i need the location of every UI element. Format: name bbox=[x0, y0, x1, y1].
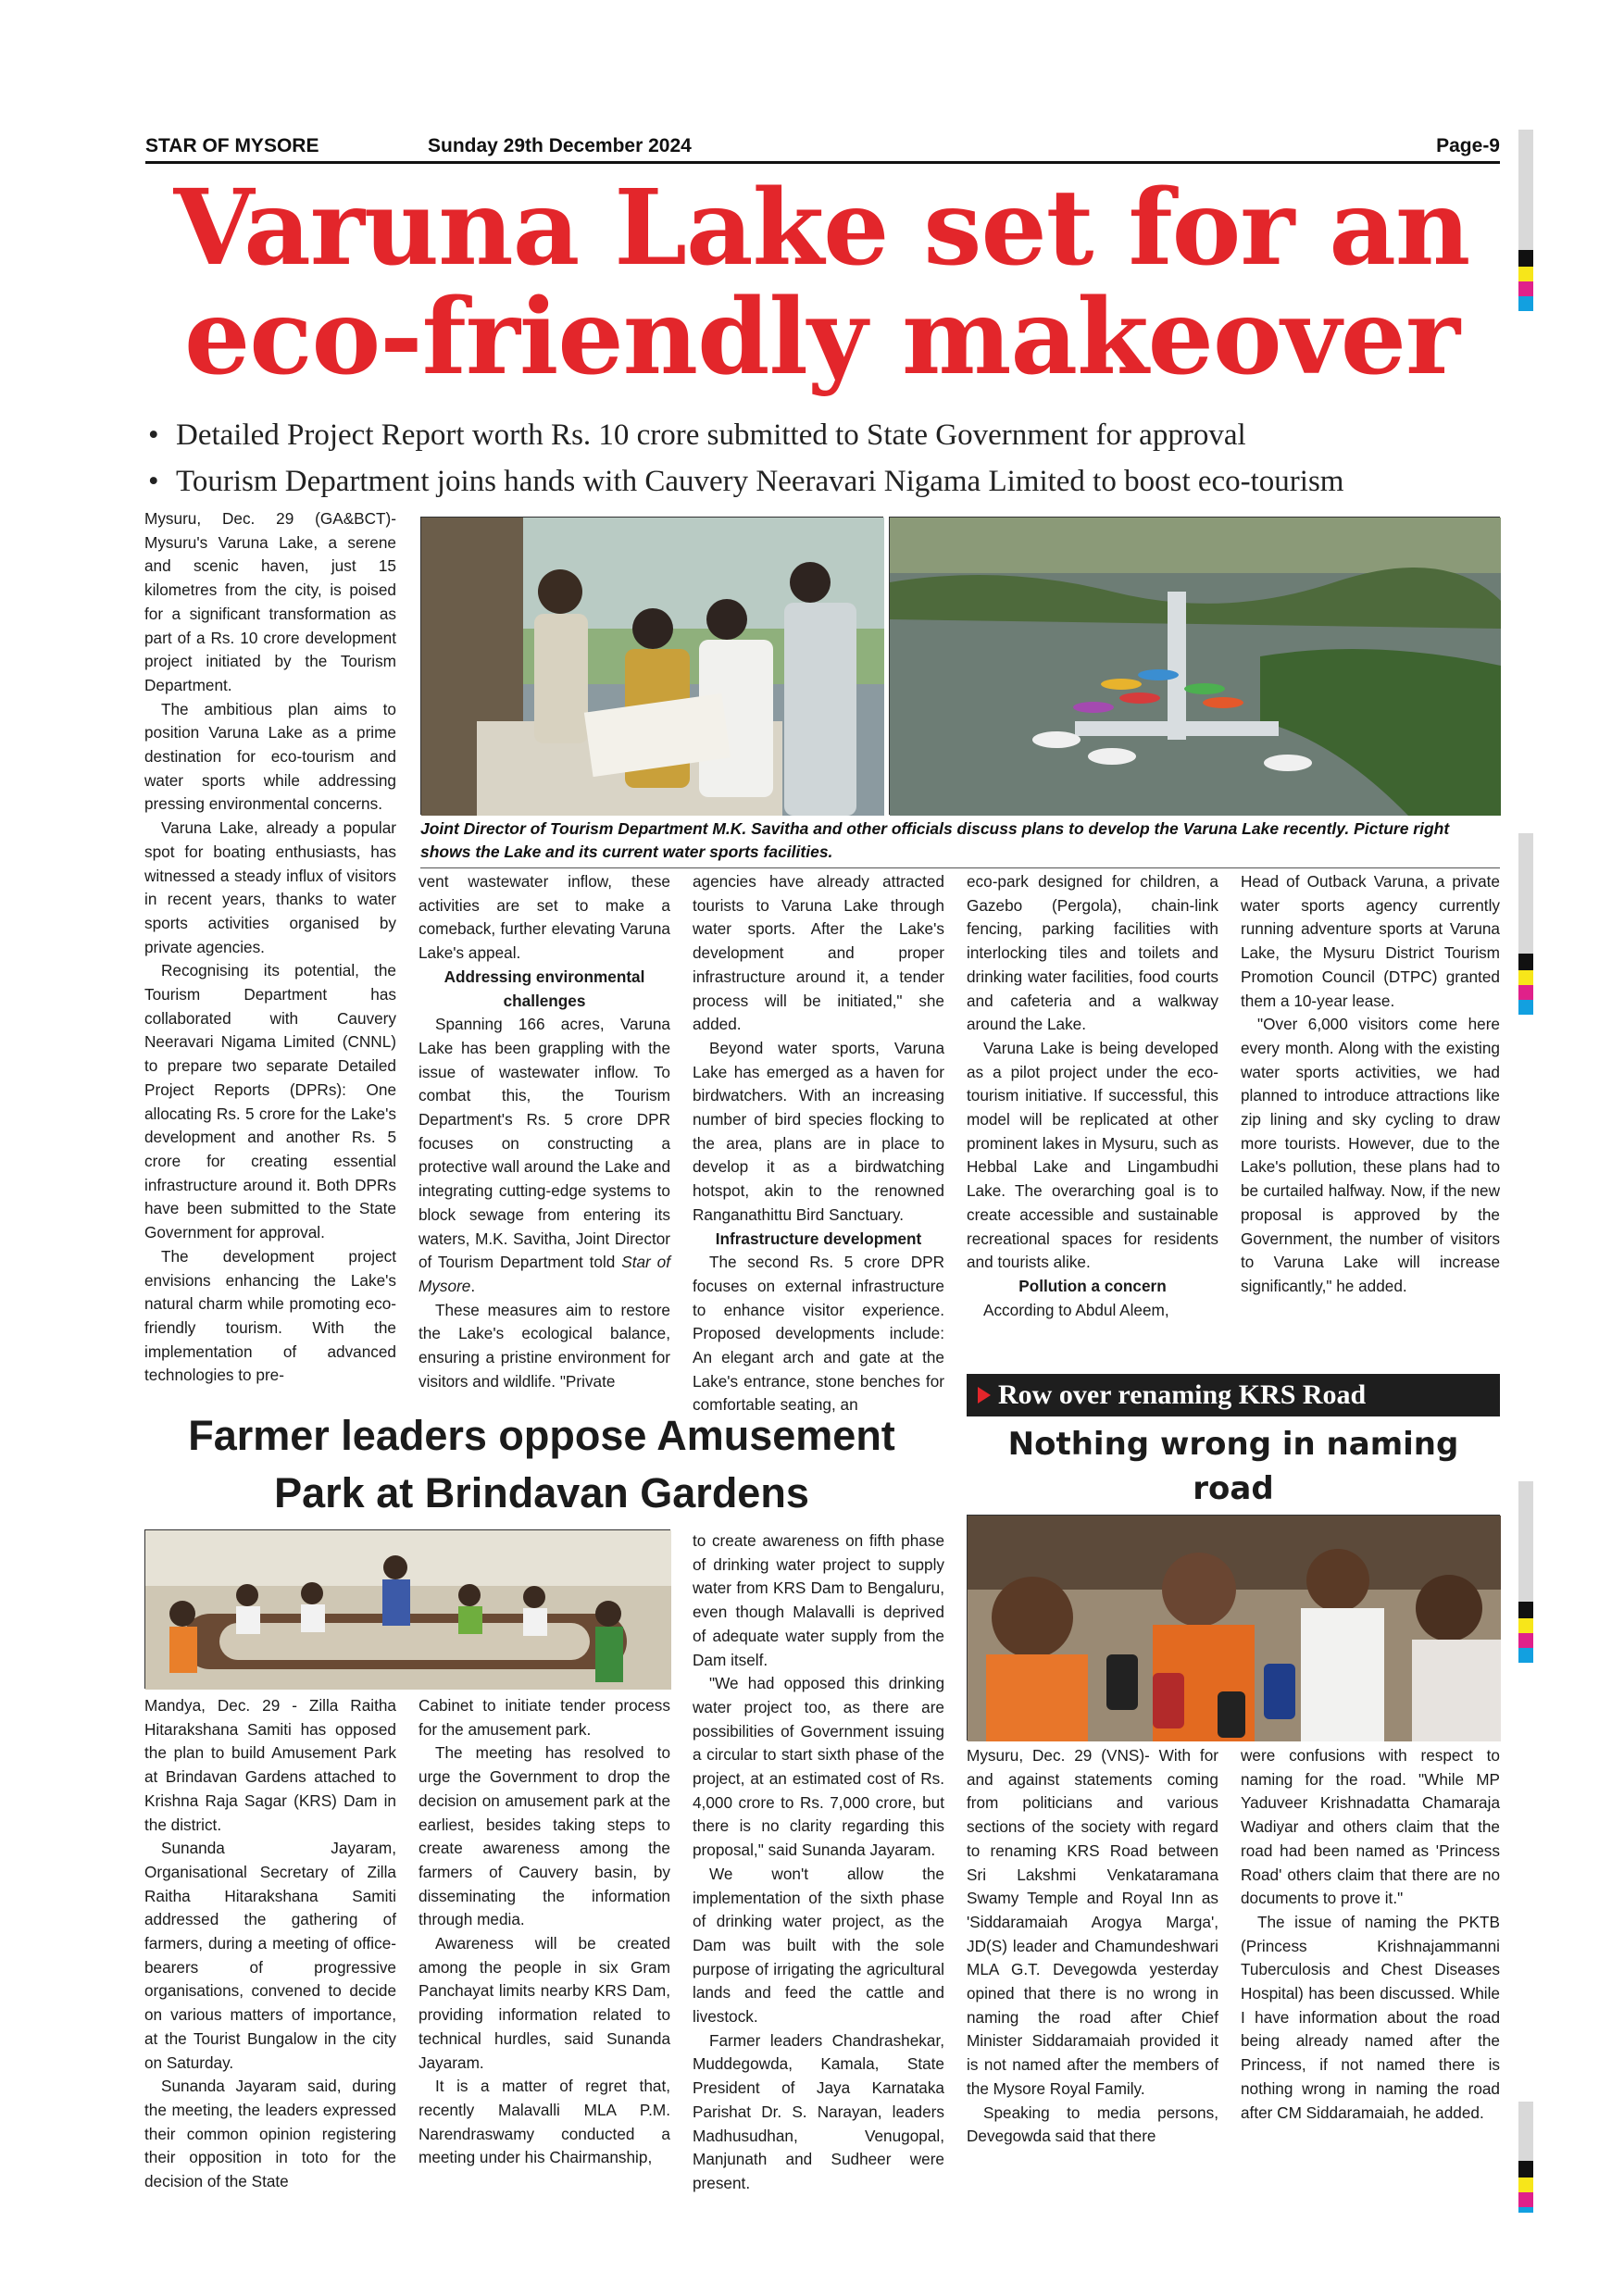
farmers-meeting-photo-image bbox=[145, 1530, 671, 1690]
farmers-meeting-photo bbox=[144, 1529, 670, 1689]
subhead: Infrastructure development bbox=[715, 1229, 922, 1248]
header-rule bbox=[145, 161, 1500, 164]
devegowda-media-photo-image bbox=[968, 1516, 1501, 1741]
paragraph: Varuna Lake is being developed as a pilot project under the eco-tourism initiative. If successful, this model will be replicated at other prominent lakes in Mysuru, such as Hebbal Lake and Lingambudhi Lake. The overarching goal is to create accessible and sustainable recreational spaces for residents and tourists alike. bbox=[967, 1038, 1218, 1272]
paragraph: The second Rs. 5 crore DPR focuses on external infrastructure to enhance visitor experience. Proposed developments include: An elegant arch and gate at the Lake's entrance, stone benches for comfortable seating, an bbox=[693, 1253, 944, 1415]
main-headline bbox=[139, 168, 1505, 398]
paragraph: Spanning 166 acres, Varuna Lake has been grappling with the issue of wastewater inflow. To combat this, the Tourism Department's Rs. 5 crore DPR focuses on constructing a protective wall around the Lake and integrating cutting-edge systems to block sewage from entering its waters, M.K. Savitha, Joint Director of Tourism Department told bbox=[418, 1015, 670, 1272]
paragraph: Farmer leaders Chandrashekar, Muddegowda, Kamala, State President of Jaya Karnataka Parishat Dr. S. Narayan, leaders Madhusudhan, Venugopal, Manjunath and Sudheer were present. bbox=[693, 2030, 944, 2192]
paragraph: Speaking to media persons, Devegowda said that there bbox=[967, 2103, 1218, 2146]
farmer-headline bbox=[139, 1407, 944, 1522]
paragraph: Recognising its potential, the Tourism Department has collaborated with Cauvery Neeravari Nigama Limited (CNNL) to prepare two separate Detailed Project Reports (DPRs): One allocating Rs. 5 crore for the Lake's development and another Rs. 5 crore for creating essential infrastructure around it. Both DPRs have been submitted to the State Government for approval. bbox=[144, 961, 396, 1242]
paragraph: Beyond water sports, Varuna Lake has emerged as a haven for birdwatchers. With an increasing number of bird species flocking to the area, plans are in place to develop it as a birdwatching hotspot, akin to the renowned Ranganathittu Bird Sanctuary. bbox=[693, 1038, 944, 1224]
paragraph: Sunanda Jayaram, Organisational Secretary of Zilla Raitha Hitarakshana Samiti addressed the gathering of farmers, during a meeting of office-bearers of progressive organisations, convened to decide on various matters of importance, at the Tourist Bungalow in the city on Saturday. bbox=[144, 1839, 396, 2072]
headline-line-2: eco-friendly makeover bbox=[184, 277, 1459, 398]
paragraph: Awareness will be created among the people in six Gram Panchayat limits nearby KRS Dam, providing information related to technical hurdles, said Sunanda Jayaram. bbox=[418, 1934, 670, 2072]
paragraph: agencies have already attracted tourists to Varuna Lake through water sports. After the Lake's development and proper infrastructure around it, a tender process will be initiated," she added. bbox=[693, 872, 944, 1034]
paragraph: Cabinet to initiate tender process for the amusement park. bbox=[418, 1696, 670, 1739]
paragraph: The issue of naming the PKTB (Princess Krishnajammanni Tuberculosis and Chest Diseases Hospital) has been discussed. While I have information about the road being already named after the Princess, if not named there is nothing wrong in naming the road after CM Siddaramaiah, he added. bbox=[1241, 1912, 1500, 2122]
paragraph: "We had opposed this drinking water project too, as there are possibilities of Government issuing a circular to start sixth phase of the project, at an estimated cost of Rs. 4,000 crore to Rs. 7,000 crore, but there is no clarity regarding this proposal," said Sunanda Jayaram. bbox=[693, 1674, 944, 1860]
paragraph: Mysuru, Dec. 29 (GA&BCT)- Mysuru's Varuna Lake, a serene and scenic haven, just 15 kilometres from the city, is poised for a significant transformation as part of a Rs. 10 crore development project initiated by the Tourism Department. bbox=[144, 509, 396, 694]
photo-caption: Joint Director of Tourism Department M.K. Savitha and other officials discuss plans to develop the Varuna Lake recently. Picture right shows the Lake and its current water sports facilities. bbox=[420, 819, 1450, 861]
main-story-column-2: vent wastewater inflow, these activities are set to make a comeback, further elevating Varuna Lake's appeal. Addressing environmental challenges Spanning 166 acres, Varuna Lake has been grappling with the issue of wastewater inflow. To combat this, the Tourism Department's Rs. 5 crore DPR focuses on constructing a protective wall around the Lake and integrating cutting-edge systems to block sewage from entering its waters, M.K. Savitha, Joint Director of Tourism Department told Star of Mysore. These measures aim to restore the Lake's ecological balance, ensuring a pristine environment for visitors and wildlife. "Private bbox=[418, 870, 670, 1407]
paragraph: Varuna Lake, already a popular spot for boating enthusiasts, has witnessed a steady influx of visitors in recent years, thanks to water sports activities organised by private agencies. bbox=[144, 818, 396, 956]
krs-headline-line-1: Nothing wrong in naming road bbox=[1007, 1426, 1459, 1507]
paragraph: to create awareness on fifth phase of drinking water project to supply water from KRS Dam to Bengaluru, even though Malavalli is deprived of adequate water supply from the Dam itself. bbox=[693, 1531, 944, 1669]
registration-marks bbox=[1518, 130, 1533, 2213]
officials-photo bbox=[420, 517, 883, 815]
devegowda-media-photo bbox=[967, 1515, 1500, 1741]
main-story-column-3 bbox=[693, 870, 944, 1415]
lake-photo bbox=[889, 517, 1500, 815]
paragraph: vent wastewater inflow, these activities are set to make a comeback, further elevating Varuna Lake's appeal. bbox=[418, 872, 670, 963]
paragraph: We won't allow the implementation of the sixth phase of drinking water project, as the Dam was built with the sole purpose of irrigating the agricultural lands and feed the cattle and livestock. bbox=[693, 1864, 944, 2027]
paragraph: Sunanda Jayaram said, during the meeting, the leaders expressed their common opinion registering their opposition in toto for the decision of the State bbox=[144, 2077, 396, 2191]
paragraph: These measures aim to restore the Lake's ecological balance, ensuring a pristine environment for visitors and wildlife. "Private bbox=[418, 1300, 670, 1391]
headline-line-1: Varuna Lake set for an bbox=[173, 168, 1470, 289]
paragraph: It is a matter of regret that, recently Malavalli MLA P.M. Narendraswamy conducted a meeting under his Chairmanship, bbox=[418, 2077, 670, 2167]
page-number: Page-9 bbox=[1436, 135, 1500, 156]
paragraph: "Over 6,000 visitors come here every month. Along with the existing water sports activities, we had planned to introduce attractions like zip lining and sky cycling to draw more tourists. However, due to the Lake's pollution, these plans had to be curtailed halfway. Now, if the new proposal is approved by the Government, the number of visitors to Varuna Lake will increase significantly," he added. bbox=[1241, 1015, 1500, 1295]
subhead: Pollution a concern bbox=[1018, 1276, 1167, 1295]
krs-column-1 bbox=[967, 1744, 1218, 2179]
paragraph: Mandya, Dec. 29 - Zilla Raitha Hitarakshana Samiti has opposed the plan to build Amusement Park at Brindavan Gardens attached to Krishna Raja Sagar (KRS) Dam in the district. bbox=[144, 1696, 396, 1834]
main-story-column-5 bbox=[1241, 870, 1500, 1352]
deck-bullet: • Tourism Department joins hands with Cauvery Neeravari Nigama Limited to boost eco-tourism bbox=[148, 465, 1344, 498]
farmer-headline-line-1: Farmer leaders oppose Amusement bbox=[188, 1412, 895, 1459]
paragraph: Mysuru, Dec. 29 (VNS)- With for and against statements coming from politicians and various sections of the society with regard to renaming KRS Road between Sri Lakshmi Venkataramana Swamy Temple and Royal Inn as 'Siddaramaiah Arogya Marga', JD(S) leader and Chamundeshwari MLA G.T. Devegowda yesterday opined that there is no wrong in naming the road after Chief Minister Siddaramaiah provided it is not named after the members of the Mysore Royal Family. bbox=[967, 1746, 1218, 2098]
paragraph: According to Abdul Aleem, bbox=[983, 1300, 1169, 1319]
farmer-column-2 bbox=[418, 1694, 670, 2176]
officials-photo-image bbox=[421, 518, 884, 816]
publication-name: STAR OF MYSORE bbox=[145, 135, 319, 156]
section-tag: Row over renaming KRS Road bbox=[967, 1374, 1500, 1416]
paragraph: The meeting has resolved to urge the Government to drop the decision on amusement park at the earliest, besides taking steps to create awareness among the farmers of Cauvery basin, by disseminating the information through media. bbox=[418, 1743, 670, 1929]
paragraph: The ambitious plan aims to position Varuna Lake as a prime destination for eco-tourism and water sports while addressing pressing environmental concerns. bbox=[144, 699, 396, 814]
main-story-column-1 bbox=[144, 507, 396, 1407]
farmer-headline-line-2: Park at Brindavan Gardens bbox=[274, 1469, 809, 1516]
lake-photo-image bbox=[890, 518, 1501, 816]
newspaper-name: Star of Mysore bbox=[418, 1253, 670, 1295]
main-story-column-4 bbox=[967, 870, 1218, 1352]
deck-bullets bbox=[148, 412, 1509, 505]
paragraph: The development project envisions enhancing the Lake's natural charm while promoting eco-friendly tourism. With the implementation of advanced technologies to pre- bbox=[144, 1246, 396, 1385]
caption-rule bbox=[420, 867, 1500, 868]
issue-date: Sunday 29th December 2024 bbox=[428, 135, 692, 156]
farmer-column-3 bbox=[693, 1529, 944, 2192]
paragraph: eco-park designed for children, a Gazebo (Pergola), chain-link fencing, parking facilities with interlocking tiles and toilets and drinking water facilities, food courts and cafeteria and a walkway around the Lake. bbox=[967, 872, 1218, 1034]
paragraph: Head of Outback Varuna, a private water sports agency currently running adventure sports at Varuna Lake, the Mysuru District Tourism Promotion Council (DTPC) granted them a 10-year lease. bbox=[1241, 872, 1500, 1010]
farmer-column-1 bbox=[144, 1694, 396, 2191]
krs-column-2 bbox=[1241, 1744, 1500, 2179]
subhead: Addressing environmental challenges bbox=[443, 967, 645, 1010]
paragraph: were confusions with respect to naming for the road. "While MP Yaduveer Krishnadatta Chamaraja Wadiyar and others claim that the road had been named as 'Princess Road' others claim that there are no documents to prove it." bbox=[1241, 1746, 1500, 1908]
deck-bullet: • Detailed Project Report worth Rs. 10 crore submitted to State Government for approval bbox=[148, 418, 1246, 452]
